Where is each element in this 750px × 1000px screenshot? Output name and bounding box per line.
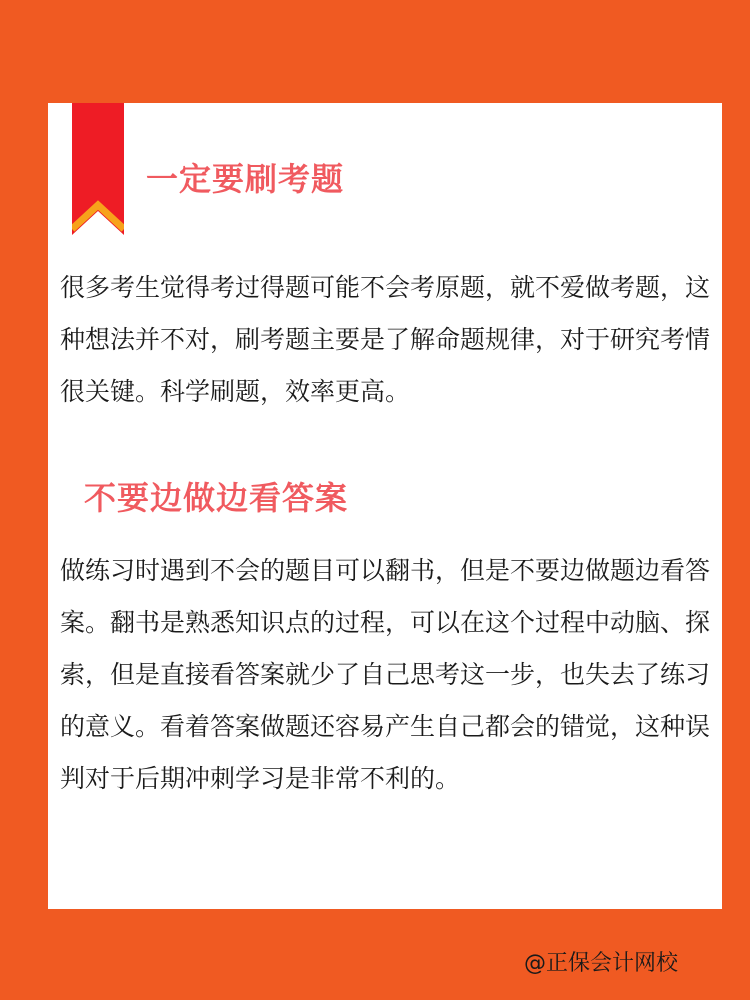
- section-1-heading: 一定要刷考题: [146, 160, 345, 198]
- section-1-body: 很多考生觉得考过得题可能不会考原题，就不爱做考题，这种想法并不对，刷考题主要是了解命题规律，对于研究考情很关键。科学刷题，效率更高。: [60, 273, 711, 406]
- section-2-heading: 不要边做边看答案: [84, 479, 349, 517]
- bookmark-ribbon-icon: [72, 103, 124, 235]
- section-2-body: 做练习时遇到不会的题目可以翻书，但是不要边做题边看答案。翻书是熟悉知识点的过程，可以在这个过程中动脑、探索，但是直接看答案就少了自己思考这一步，也失去了练习的意义。看着答案做题还容易产生自己都会的错觉，这种误判对于后期冲刺学习是非常不利的。: [60, 556, 711, 793]
- watermark-text: @正保会计网校: [524, 951, 679, 976]
